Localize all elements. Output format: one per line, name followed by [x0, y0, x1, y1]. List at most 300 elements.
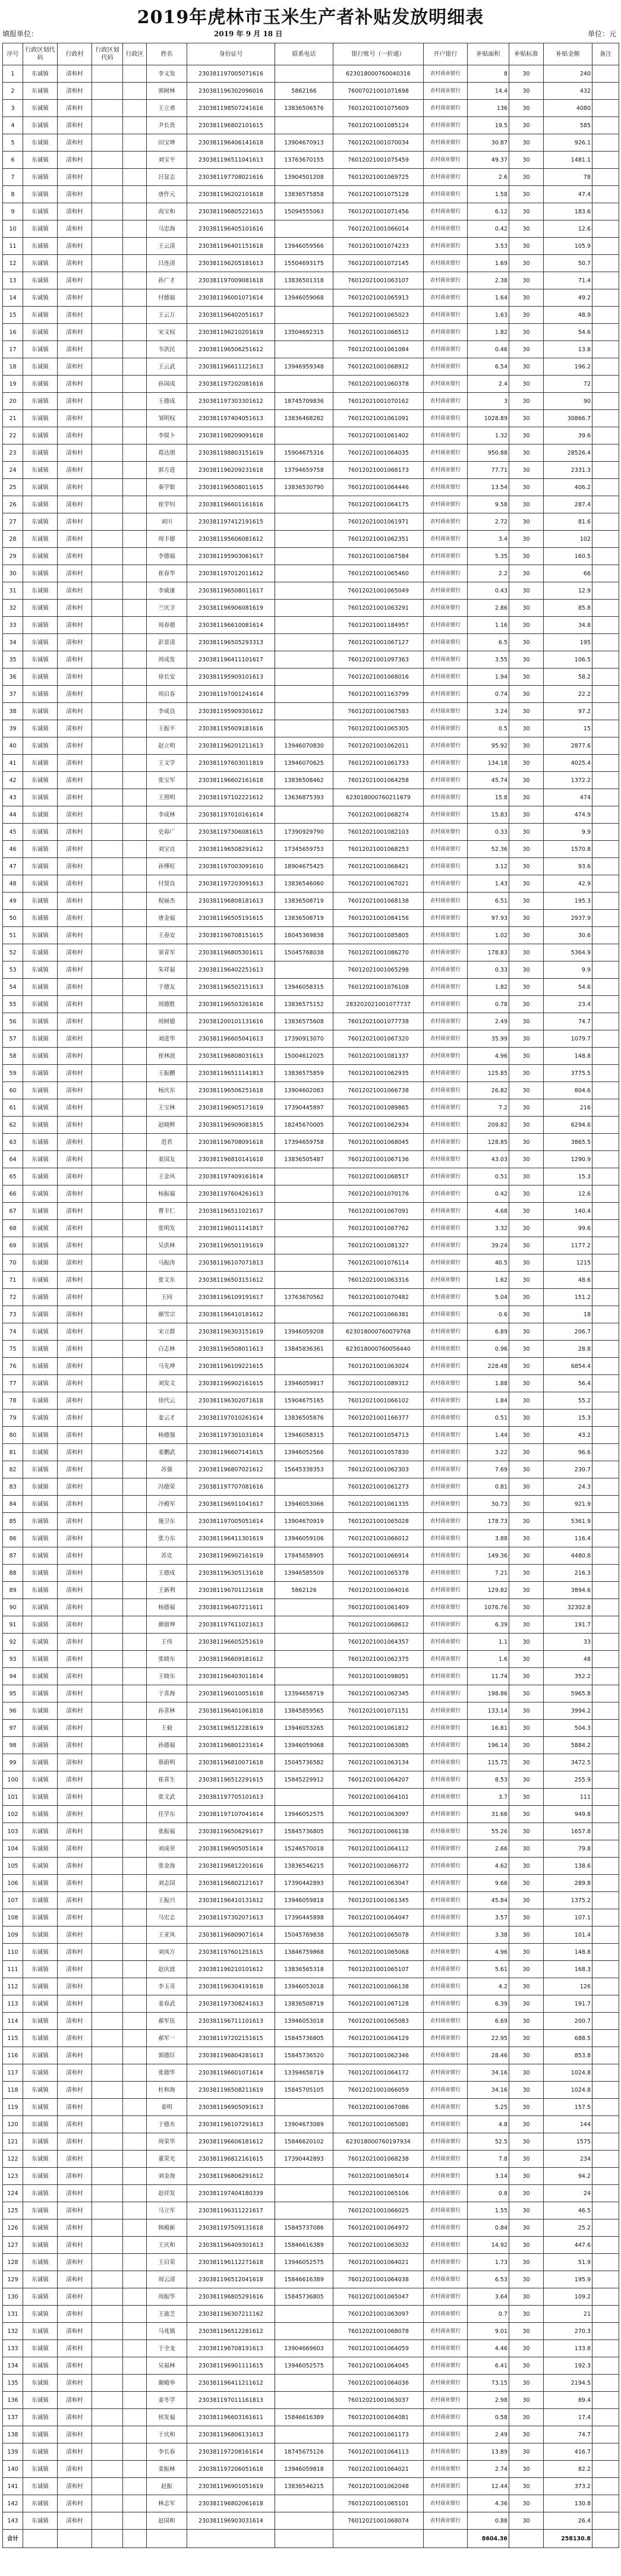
account-cell: 76012021001070176 — [333, 1185, 424, 1203]
village-cell: 清和村 — [58, 2495, 92, 2512]
area-cell: 196.14 — [468, 1737, 509, 1754]
amount-cell: 195.3 — [544, 893, 592, 910]
account-cell: 76012021001062048 — [333, 2478, 424, 2495]
area-cell: 7.69 — [468, 1461, 509, 1478]
amount-cell: 6294.6 — [544, 1117, 592, 1134]
region-code-cell — [92, 1616, 123, 1634]
region-code-cell — [92, 255, 123, 272]
bank-cell: 农村商业银行 — [424, 1289, 468, 1306]
region-cell — [123, 996, 147, 1013]
name-cell: 冷殿军 — [147, 1496, 187, 1513]
id-number-cell: 230381197005051614 — [187, 1513, 275, 1530]
phone-cell: 13836575152 — [275, 996, 333, 1013]
id-number-cell: 230381196109191617 — [187, 1289, 275, 1306]
row-index: 45 — [3, 824, 23, 841]
name-cell: 周丰德 — [147, 531, 187, 548]
amount-cell: 12.6 — [544, 220, 592, 238]
table-row — [3, 479, 619, 496]
name-cell: 高宝和 — [147, 203, 187, 220]
phone-cell: 13946059566 — [275, 238, 333, 255]
rate-cell: 30 — [509, 996, 544, 1013]
table-row — [3, 2340, 619, 2357]
id-number-cell: 230381196112271618 — [187, 2254, 275, 2271]
row-index: 112 — [3, 1978, 23, 1995]
region-code-cell — [92, 2271, 123, 2288]
town-cell: 东诚镇 — [23, 444, 58, 462]
row-index: 132 — [3, 2323, 23, 2340]
bank-cell: 农村商业银行 — [424, 1754, 468, 1771]
table-row — [3, 2185, 619, 2202]
region-code-cell — [92, 1754, 123, 1771]
village-cell: 清和村 — [58, 479, 92, 496]
region-code-cell — [92, 2030, 123, 2047]
town-cell: 东诚镇 — [23, 1875, 58, 1892]
village-cell: 清和村 — [58, 2099, 92, 2116]
rate-cell: 30 — [509, 444, 544, 462]
table-row — [3, 858, 619, 875]
name-cell: 姜春武 — [147, 1995, 187, 2013]
row-index: 108 — [3, 1909, 23, 1927]
remark-cell — [592, 772, 619, 789]
name-cell: 王庆和 — [147, 2237, 187, 2254]
region-code-cell — [92, 479, 123, 496]
region-cell — [123, 1117, 147, 1134]
amount-cell: 949.8 — [544, 1806, 592, 1823]
account-cell: 76012021001061812 — [333, 1720, 424, 1737]
bank-cell: 农村商业银行 — [424, 893, 468, 910]
region-cell — [123, 1737, 147, 1754]
table-row — [3, 1961, 619, 1978]
village-cell: 清和村 — [58, 1823, 92, 1840]
rate-cell: 30 — [509, 755, 544, 772]
region-cell — [123, 1185, 147, 1203]
rate-cell: 30 — [509, 1789, 544, 1806]
column-header: 身份证号 — [187, 43, 275, 65]
region-cell — [123, 651, 147, 669]
bank-cell: 农村商业银行 — [424, 2512, 468, 2530]
region-code-cell — [92, 1961, 123, 1978]
village-cell: 清和村 — [58, 806, 92, 824]
row-index: 128 — [3, 2254, 23, 2271]
id-number-cell: 230381197102221612 — [187, 789, 275, 806]
row-index: 31 — [3, 582, 23, 600]
region-code-cell — [92, 858, 123, 875]
area-cell: 2.49 — [468, 1013, 509, 1030]
region-cell — [123, 2426, 147, 2443]
row-index: 67 — [3, 1203, 23, 1220]
remark-cell — [592, 531, 619, 548]
town-cell: 东诚镇 — [23, 2168, 58, 2185]
region-code-cell — [92, 1185, 123, 1203]
phone-cell: 13946052575 — [275, 1806, 333, 1823]
name-cell: 孙德福 — [147, 1737, 187, 1754]
rate-cell: 30 — [509, 789, 544, 806]
area-cell: 30.87 — [468, 134, 509, 152]
phone-cell: 13836575859 — [275, 1065, 333, 1082]
rate-cell: 30 — [509, 1065, 544, 1082]
region-cell — [123, 1530, 147, 1547]
remark-cell — [592, 1651, 619, 1668]
region-cell — [123, 565, 147, 582]
id-number-cell: 230381197003091610 — [187, 858, 275, 875]
table-row — [3, 2409, 619, 2426]
village-cell: 清和村 — [58, 1875, 92, 1892]
remark-cell — [592, 2116, 619, 2133]
amount-cell: 109.2 — [544, 2288, 592, 2306]
phone-cell: 13763670562 — [275, 1289, 333, 1306]
name-cell: 蔡蔚明 — [147, 1754, 187, 1771]
id-number-cell: 230381197011161813 — [187, 2392, 275, 2409]
village-cell: 清和村 — [58, 927, 92, 944]
amount-cell: 240 — [544, 65, 592, 83]
remark-cell — [592, 2271, 619, 2288]
page-title: 2019年虎林市玉米生产者补贴发放明细表 — [137, 7, 484, 28]
village-cell: 清和村 — [58, 1909, 92, 1927]
rate-cell: 30 — [509, 961, 544, 979]
rate-cell: 30 — [509, 358, 544, 376]
id-number-cell: 230381197010261614 — [187, 1410, 275, 1427]
village-cell: 清和村 — [58, 1168, 92, 1185]
account-cell: 76012021001063085 — [333, 1737, 424, 1754]
amount-cell: 157.5 — [544, 2099, 592, 2116]
name-cell: 于德水 — [147, 2116, 187, 2133]
name-cell: 吴洪林 — [147, 1237, 187, 1254]
region-code-cell — [92, 927, 123, 944]
rate-cell: 30 — [509, 2512, 544, 2530]
row-index: 116 — [3, 2047, 23, 2064]
name-cell: 杨德福 — [147, 1599, 187, 1616]
name-cell: 于德友 — [147, 979, 187, 996]
row-index: 134 — [3, 2357, 23, 2375]
remark-cell — [592, 1461, 619, 1478]
row-index: 111 — [3, 1961, 23, 1978]
phone-cell: 18745675126 — [275, 2443, 333, 2461]
phone-cell — [275, 634, 333, 651]
remark-cell — [592, 1927, 619, 1944]
bank-cell: 农村商业银行 — [424, 220, 468, 238]
rate-cell: 30 — [509, 2254, 544, 2271]
table-row — [3, 1478, 619, 1496]
region-cell — [123, 1427, 147, 1444]
remark-cell — [592, 582, 619, 600]
rate-cell: 30 — [509, 2495, 544, 2512]
phone-cell: 13946059068 — [275, 289, 333, 307]
row-index: 83 — [3, 1478, 23, 1496]
amount-cell: 5361.9 — [544, 1513, 592, 1530]
remark-cell — [592, 427, 619, 444]
town-cell: 东诚镇 — [23, 1444, 58, 1461]
id-number-cell: 230381196802101615 — [187, 117, 275, 134]
area-cell: 45.74 — [468, 772, 509, 789]
id-number-cell: 230381197009081618 — [187, 272, 275, 289]
id-number-cell: 230381196508011613 — [187, 1341, 275, 1358]
phone-cell: 13394658719 — [275, 1685, 333, 1702]
town-cell: 东诚镇 — [23, 1082, 58, 1099]
village-cell: 清和村 — [58, 1306, 92, 1323]
remark-cell — [592, 1220, 619, 1237]
region-code-cell — [92, 979, 123, 996]
area-cell: 0.33 — [468, 961, 509, 979]
region-cell — [123, 841, 147, 858]
total-empty-cell — [147, 2530, 187, 2548]
name-cell: 张文东 — [147, 1272, 187, 1289]
remark-cell — [592, 944, 619, 961]
region-code-cell — [92, 875, 123, 893]
area-cell: 136 — [468, 100, 509, 117]
region-code-cell — [92, 2133, 123, 2151]
row-index: 136 — [3, 2392, 23, 2409]
row-index: 66 — [3, 1185, 23, 1203]
area-cell: 15.8 — [468, 789, 509, 806]
remark-cell — [592, 565, 619, 582]
town-cell: 东诚镇 — [23, 1892, 58, 1909]
account-cell: 76012021001068612 — [333, 1616, 424, 1634]
table-row — [3, 410, 619, 427]
account-cell: 76012021001069725 — [333, 169, 424, 186]
phone-cell: 13836546060 — [275, 875, 333, 893]
bank-cell: 农村商业银行 — [424, 1392, 468, 1410]
bank-cell: 农村商业银行 — [424, 2099, 468, 2116]
village-cell: 清和村 — [58, 703, 92, 720]
column-header: 补贴金额 — [544, 43, 592, 65]
id-number-cell: 230381197412191615 — [187, 513, 275, 531]
rate-cell: 30 — [509, 186, 544, 203]
area-cell: 95.92 — [468, 737, 509, 755]
name-cell: 宋文权 — [147, 324, 187, 341]
amount-cell: 32302.8 — [544, 1599, 592, 1616]
area-cell: 31.66 — [468, 1806, 509, 1823]
account-cell: 623018000760056440 — [333, 1341, 424, 1358]
rate-cell: 30 — [509, 1651, 544, 1668]
phone-cell — [275, 1272, 333, 1289]
id-number-cell: 230381197301031814 — [187, 1427, 275, 1444]
rate-cell: 30 — [509, 427, 544, 444]
region-cell — [123, 600, 147, 617]
remark-cell — [592, 1961, 619, 1978]
region-code-cell — [92, 65, 123, 83]
row-index: 119 — [3, 2099, 23, 2116]
area-cell: 19.5 — [468, 117, 509, 134]
region-code-cell — [92, 996, 123, 1013]
phone-cell — [275, 341, 333, 358]
bank-cell: 农村商业银行 — [424, 2357, 468, 2375]
bank-cell: 农村商业银行 — [424, 737, 468, 755]
remark-cell — [592, 2409, 619, 2426]
rate-cell: 30 — [509, 1547, 544, 1565]
bank-cell: 农村商业银行 — [424, 1203, 468, 1220]
name-cell: 李德福 — [147, 548, 187, 565]
remark-cell — [592, 2288, 619, 2306]
row-index: 54 — [3, 979, 23, 996]
region-cell — [123, 789, 147, 806]
table-row — [3, 755, 619, 772]
id-number-cell: 230381196209231618 — [187, 462, 275, 479]
phone-cell — [275, 806, 333, 824]
area-cell: 1.82 — [468, 979, 509, 996]
phone-cell — [275, 2495, 333, 2512]
account-cell: 76012021001063097 — [333, 1806, 424, 1823]
town-cell: 东诚镇 — [23, 1254, 58, 1272]
region-cell — [123, 2151, 147, 2168]
phone-cell — [275, 1634, 333, 1651]
region-cell — [123, 2099, 147, 2116]
region-cell — [123, 1392, 147, 1410]
region-cell — [123, 358, 147, 376]
name-cell: 王文学 — [147, 755, 187, 772]
area-cell: 1.32 — [468, 427, 509, 444]
town-cell: 东诚镇 — [23, 479, 58, 496]
phone-cell: 17845658905 — [275, 1547, 333, 1565]
phone-cell: 13836565318 — [275, 1961, 333, 1978]
rate-cell: 30 — [509, 496, 544, 513]
area-cell: 3.32 — [468, 1220, 509, 1237]
total-empty-cell — [187, 2530, 275, 2548]
town-cell: 东诚镇 — [23, 824, 58, 841]
rate-cell: 30 — [509, 2357, 544, 2375]
amount-cell: 191.7 — [544, 1616, 592, 1634]
village-cell: 清和村 — [58, 376, 92, 393]
row-index: 121 — [3, 2133, 23, 2151]
town-cell: 东诚镇 — [23, 2116, 58, 2133]
region-code-cell — [92, 220, 123, 238]
amount-cell: 585 — [544, 117, 592, 134]
region-cell — [123, 1358, 147, 1375]
area-cell: 6.39 — [468, 1616, 509, 1634]
phone-cell: 13946059818 — [275, 1892, 333, 1909]
village-cell: 清和村 — [58, 1668, 92, 1685]
area-cell: 11.74 — [468, 1668, 509, 1685]
id-number-cell: 230381196609181612 — [187, 1651, 275, 1668]
account-cell: 76012021001085124 — [333, 117, 424, 134]
bank-cell: 农村商业银行 — [424, 186, 468, 203]
account-cell: 76012021001063037 — [333, 2392, 424, 2409]
name-cell: 杨庆东 — [147, 1082, 187, 1099]
village-cell: 清和村 — [58, 858, 92, 875]
village-cell: 清和村 — [58, 1410, 92, 1427]
name-cell: 王金风 — [147, 1168, 187, 1185]
table-row — [3, 2013, 619, 2030]
area-cell: 1.02 — [468, 927, 509, 944]
area-cell: 40.5 — [468, 1254, 509, 1272]
account-cell: 76012021001064357 — [333, 1634, 424, 1651]
table-row — [3, 1599, 619, 1616]
id-number-cell: 230381196607141615 — [187, 1444, 275, 1461]
bank-cell: 农村商业银行 — [424, 2116, 468, 2133]
amount-cell: 94.2 — [544, 2168, 592, 2185]
amount-cell: 4025.4 — [544, 755, 592, 772]
town-cell: 东诚镇 — [23, 1582, 58, 1599]
remark-cell — [592, 255, 619, 272]
town-cell: 东诚镇 — [23, 393, 58, 410]
amount-cell: 921.9 — [544, 1496, 592, 1513]
amount-cell: 23.4 — [544, 996, 592, 1013]
name-cell: 李成林 — [147, 806, 187, 824]
phone-cell — [275, 1651, 333, 1668]
remark-cell — [592, 1168, 619, 1185]
account-cell: 76012021001068421 — [333, 858, 424, 875]
phone-cell — [275, 2392, 333, 2409]
area-cell: 4.46 — [468, 2340, 509, 2357]
amount-cell: 55.2 — [544, 1392, 592, 1410]
rate-cell: 30 — [509, 2116, 544, 2133]
remark-cell — [592, 1185, 619, 1203]
row-index: 21 — [3, 410, 23, 427]
phone-cell: 18745709836 — [275, 393, 333, 410]
amount-cell: 15.3 — [544, 1168, 592, 1185]
account-cell: 623018000760197934 — [333, 2133, 424, 2151]
region-code-cell — [92, 686, 123, 703]
village-cell: 清和村 — [58, 2512, 92, 2530]
rate-cell: 30 — [509, 2340, 544, 2357]
account-cell: 76012021001064021 — [333, 2461, 424, 2478]
area-cell: 0.78 — [468, 996, 509, 1013]
region-cell — [123, 1013, 147, 1030]
phone-cell: 13836468282 — [275, 410, 333, 427]
name-cell: 王云万 — [147, 307, 187, 324]
id-number-cell: 230381196512041618 — [187, 2271, 275, 2288]
town-cell: 东诚镇 — [23, 307, 58, 324]
row-index: 56 — [3, 1013, 23, 1030]
bank-cell: 农村商业银行 — [424, 1909, 468, 1927]
bank-cell: 农村商业银行 — [424, 1323, 468, 1341]
account-cell: 76012021001064446 — [333, 479, 424, 496]
region-code-cell — [92, 1427, 123, 1444]
remark-cell — [592, 651, 619, 669]
amount-cell: 5965.8 — [544, 1685, 592, 1702]
row-index: 104 — [3, 1840, 23, 1858]
area-cell: 30.73 — [468, 1496, 509, 1513]
rate-cell: 30 — [509, 531, 544, 548]
village-cell: 清和村 — [58, 1358, 92, 1375]
rate-cell: 30 — [509, 858, 544, 875]
town-cell: 东诚镇 — [23, 979, 58, 996]
total-row — [3, 2530, 619, 2548]
amount-cell: 85.8 — [544, 600, 592, 617]
area-cell: 1.73 — [468, 2254, 509, 2271]
row-index: 70 — [3, 1254, 23, 1272]
table-row — [3, 1013, 619, 1030]
region-cell — [123, 1168, 147, 1185]
bank-cell: 农村商业银行 — [424, 1220, 468, 1237]
remark-cell — [592, 927, 619, 944]
id-number-cell: 230381196812161615 — [187, 2151, 275, 2168]
region-code-cell — [92, 307, 123, 324]
row-index: 49 — [3, 893, 23, 910]
account-cell: 76012021001064112 — [333, 1840, 424, 1858]
remark-cell — [592, 2185, 619, 2202]
area-cell: 125.85 — [468, 1065, 509, 1082]
rate-cell: 30 — [509, 255, 544, 272]
name-cell: 赵晓辉 — [147, 1117, 187, 1134]
area-cell: 3.64 — [468, 2288, 509, 2306]
region-code-cell — [92, 2082, 123, 2099]
amount-cell: 216 — [544, 1099, 592, 1117]
rate-cell: 30 — [509, 169, 544, 186]
phone-cell: 13836508462 — [275, 772, 333, 789]
area-cell: 3 — [468, 393, 509, 410]
phone-cell: 13946070625 — [275, 755, 333, 772]
phone-cell: 13946070830 — [275, 737, 333, 755]
account-cell: 76012021001067320 — [333, 1030, 424, 1048]
region-cell — [123, 1237, 147, 1254]
village-cell: 清和村 — [58, 1237, 92, 1254]
rate-cell: 30 — [509, 2323, 544, 2340]
table-row — [3, 1909, 619, 1927]
region-cell — [123, 83, 147, 100]
rate-cell: 30 — [509, 1237, 544, 1254]
phone-cell: 13836575858 — [275, 186, 333, 203]
total-empty-cell — [58, 2530, 92, 2548]
